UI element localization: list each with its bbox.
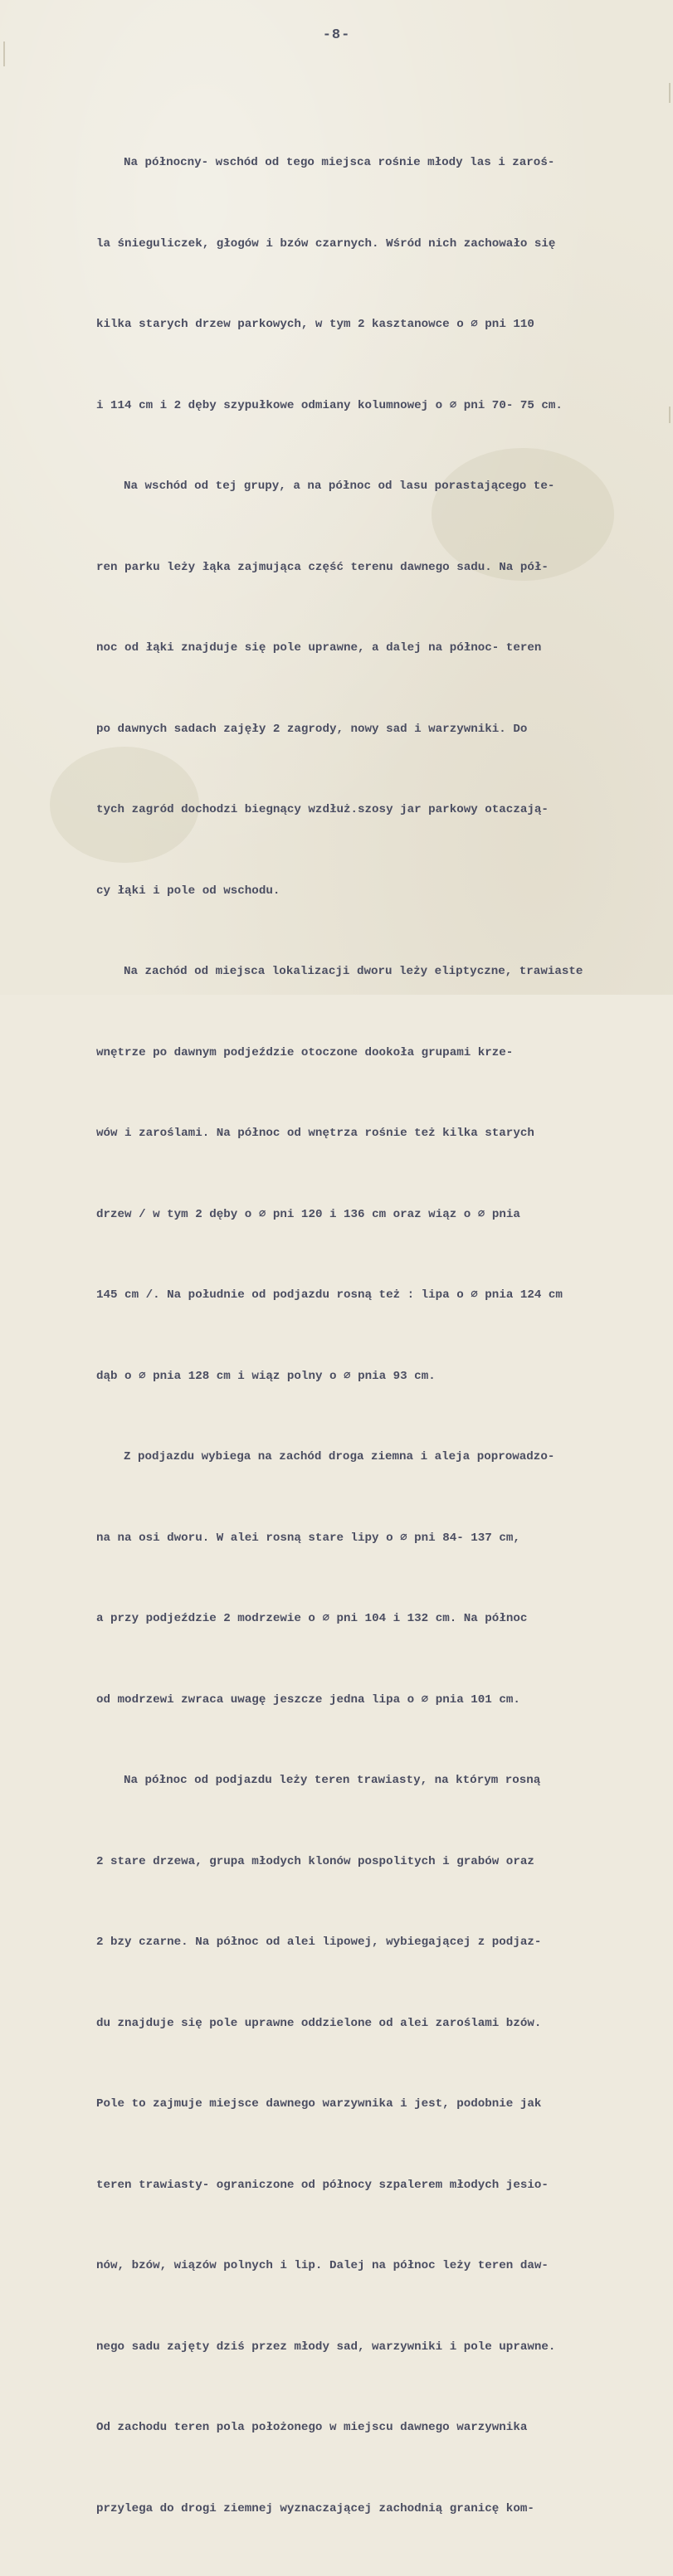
text-line: la śnieguliczek, głogów i bzów czarnych. Wśród nich zachowało się	[96, 236, 556, 251]
text-line: nów, bzów, wiązów polnych i lip. Dalej na północ leży teren daw-	[96, 2259, 549, 2272]
text-line: przylega do drogi ziemnej wyznaczającej zachodnią granicę kom-	[96, 2501, 534, 2515]
text-line: Na północny- wschód od tego miejsca rośnie młody las i zaroś-	[124, 156, 555, 169]
page-number: -8-	[322, 27, 351, 43]
paper-edge-mark	[669, 83, 671, 103]
text-line: cy łąki i pole od wschodu.	[96, 884, 280, 898]
text-line: nego sadu zajęty dziś przez młody sad, warzywniki i pole uprawne.	[96, 2340, 556, 2354]
text-line: Od zachodu teren pola położonego w miejscu dawnego warzywnika	[96, 2421, 528, 2434]
paper-edge-mark	[669, 407, 671, 423]
text-line: a przy podjeździe 2 modrzewie o ∅ pni 104 i 132 cm. Na północ	[96, 1612, 528, 1625]
text-line: du znajduje się pole uprawne oddzielone od alei zaroślami bzów.	[96, 2016, 542, 2030]
text-line: teren trawiasty- ograniczone od północy szpalerem młodych jesio-	[96, 2178, 549, 2192]
text-line: wnętrze po dawnym podjeździe otoczone dookoła grupami krze-	[96, 1045, 514, 1059]
body-text	[96, 95, 669, 2576]
text-line: kilka starych drzew parkowych, w tym 2 kasztanowce o ∅ pni 110	[96, 318, 534, 331]
text-line: Na północ od podjazdu leży teren trawiasty, na którym rosną	[124, 1774, 541, 1787]
text-line: Z podjazdu wybiega na zachód droga ziemna i aleja poprowadzo-	[124, 1450, 555, 1463]
text-line: 145 cm /. Na południe od podjazdu rosną też : lipa o ∅ pnia 124 cm	[96, 1288, 563, 1302]
text-line: drzew / w tym 2 dęby o ∅ pni 120 i 136 cm oraz wiąz o ∅ pnia	[96, 1207, 520, 1221]
text-line: Na zachód od miejsca lokalizacji dworu leży eliptyczne, trawiaste	[124, 965, 583, 978]
paper-edge-mark	[3, 41, 5, 66]
text-line: wów i zaroślami. Na północ od wnętrza rośnie też kilka starych	[96, 1127, 534, 1140]
text-line: ren parku leży łąka zajmująca część terenu dawnego sadu. Na pół-	[96, 560, 549, 574]
text-line: na na osi dworu. W alei rosną stare lipy o ∅ pni 84- 137 cm,	[96, 1531, 520, 1545]
text-line: Pole to zajmuje miejsce dawnego warzywnika i jest, podobnie jak	[96, 2097, 542, 2111]
text-line: od modrzewi zwraca uwagę jeszcze jedna lipa o ∅ pnia 101 cm.	[96, 1692, 520, 1707]
text-line: i 114 cm i 2 dęby szypułkowe odmiany kolumnowej o ∅ pni 70- 75 cm.	[96, 398, 563, 412]
text-line: 2 stare drzewa, grupa młodych klonów pospolitych i grabów oraz	[96, 1854, 534, 1868]
text-line: tych zagród dochodzi biegnący wzdłuż.szosy jar parkowy otaczają-	[96, 803, 549, 816]
text-line: noc od łąki znajduje się pole uprawne, a dalej na północ- teren	[96, 641, 542, 655]
text-line: dąb o ∅ pnia 128 cm i wiąz polny o ∅ pnia 93 cm.	[96, 1369, 436, 1383]
text-line: Na wschód od tej grupy, a na północ od lasu porastającego te-	[124, 480, 555, 493]
text-line: 2 bzy czarne. Na północ od alei lipowej, wybiegającej z podjaz-	[96, 1936, 542, 1949]
text-line: po dawnych sadach zajęły 2 zagrody, nowy sad i warzywniki. Do	[96, 722, 528, 736]
